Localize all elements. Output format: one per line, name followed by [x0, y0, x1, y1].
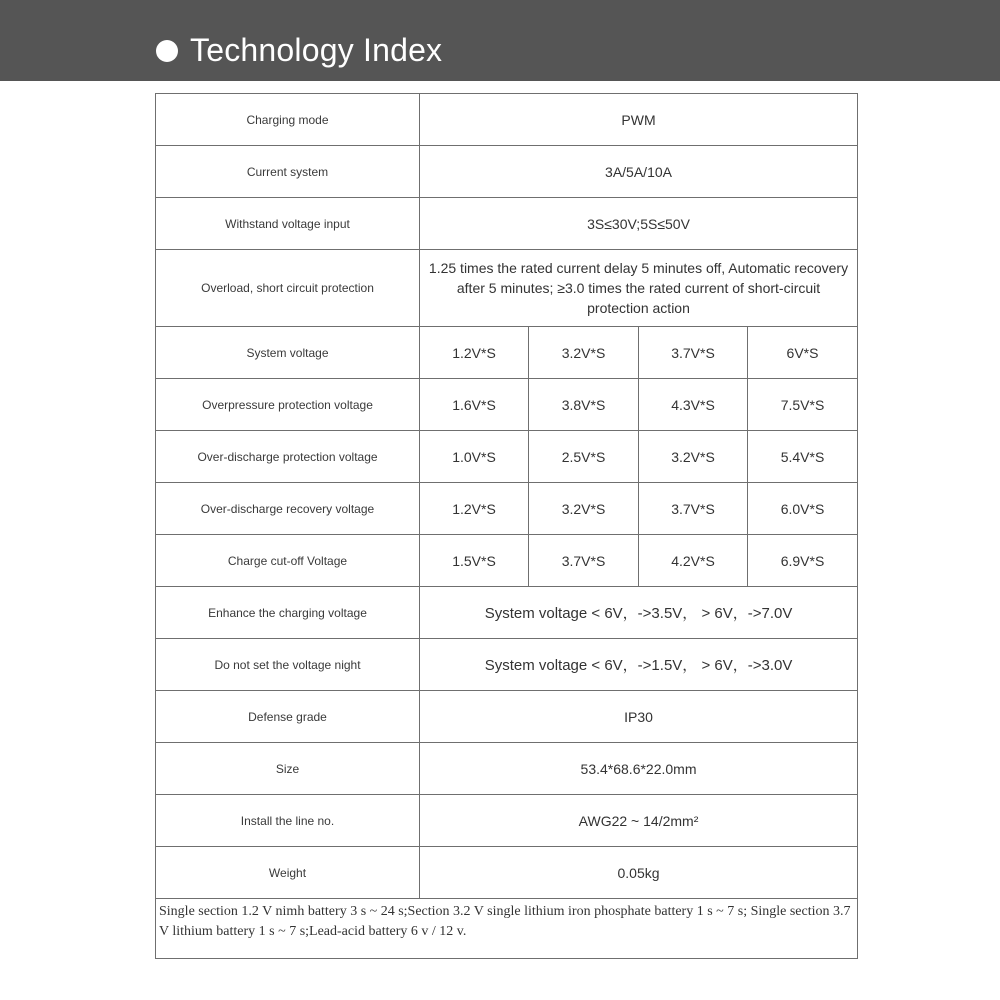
row-cell: 6.0V*S — [748, 483, 858, 535]
spec-table — [155, 93, 858, 959]
table-row — [156, 250, 858, 327]
table-row — [156, 639, 858, 691]
row-label: Overload, short circuit protection — [156, 250, 420, 327]
row-label: Over-discharge recovery voltage — [156, 483, 420, 535]
row-label: Weight — [156, 847, 420, 899]
row-cell: 3.2V*S — [639, 431, 748, 483]
row-cell: 4.2V*S — [639, 535, 748, 587]
row-value: 1.25 times the rated current delay 5 minutes off, Automatic recovery after 5 minutes; ≥3.0 times the rated current of short-circuit protection action — [420, 250, 858, 327]
bullet-icon — [156, 40, 178, 62]
table-row — [156, 847, 858, 899]
row-cell: 3.2V*S — [529, 327, 639, 379]
row-cell: 1.2V*S — [420, 483, 529, 535]
battery-note: Single section 1.2 V nimh battery 3 s ~ 24 s;Section 3.2 V single lithium iron phosphate battery 1 s ~ 7 s; Single section 3.7 V lithium battery 1 s ~ 7 s;Lead-acid battery 6 v / 12 v. — [156, 899, 858, 959]
row-label: Charging mode — [156, 94, 420, 146]
row-cell: 3.7V*S — [529, 535, 639, 587]
table-row — [156, 899, 858, 959]
table-row — [156, 743, 858, 795]
table-row — [156, 198, 858, 250]
row-label: Defense grade — [156, 691, 420, 743]
row-cell: 4.3V*S — [639, 379, 748, 431]
row-label: System voltage — [156, 327, 420, 379]
row-value: 3A/5A/10A — [420, 146, 858, 198]
row-value: 3S≤30V;5S≤50V — [420, 198, 858, 250]
table-row — [156, 795, 858, 847]
row-label: Over-discharge protection voltage — [156, 431, 420, 483]
table-row — [156, 146, 858, 198]
table-row — [156, 483, 858, 535]
table-row — [156, 379, 858, 431]
table-row — [156, 691, 858, 743]
table-row — [156, 535, 858, 587]
row-value: 0.05kg — [420, 847, 858, 899]
row-label: Withstand voltage input — [156, 198, 420, 250]
row-cell: 3.7V*S — [639, 483, 748, 535]
row-cell: 1.5V*S — [420, 535, 529, 587]
row-label: Install the line no. — [156, 795, 420, 847]
row-label: Size — [156, 743, 420, 795]
row-label: Overpressure protection voltage — [156, 379, 420, 431]
row-value: AWG22 ~ 14/2mm² — [420, 795, 858, 847]
row-value: IP30 — [420, 691, 858, 743]
row-value: PWM — [420, 94, 858, 146]
page-title: Technology Index — [190, 32, 443, 68]
row-cell: 6.9V*S — [748, 535, 858, 587]
row-value: System voltage < 6V，->3.5V， > 6V，->7.0V — [420, 587, 858, 639]
row-cell: 5.4V*S — [748, 431, 858, 483]
row-label: Do not set the voltage night — [156, 639, 420, 691]
row-cell: 1.6V*S — [420, 379, 529, 431]
row-cell: 1.0V*S — [420, 431, 529, 483]
table-row — [156, 94, 858, 146]
row-cell: 2.5V*S — [529, 431, 639, 483]
row-cell: 6V*S — [748, 327, 858, 379]
row-label: Current system — [156, 146, 420, 198]
row-cell: 1.2V*S — [420, 327, 529, 379]
header-bar — [0, 0, 1000, 81]
row-label: Charge cut-off Voltage — [156, 535, 420, 587]
row-cell: 3.8V*S — [529, 379, 639, 431]
row-cell: 7.5V*S — [748, 379, 858, 431]
table-row — [156, 327, 858, 379]
table-row — [156, 587, 858, 639]
row-value: System voltage < 6V，->1.5V， > 6V，->3.0V — [420, 639, 858, 691]
row-value: 53.4*68.6*22.0mm — [420, 743, 858, 795]
row-cell: 3.2V*S — [529, 483, 639, 535]
table-row — [156, 431, 858, 483]
row-cell: 3.7V*S — [639, 327, 748, 379]
row-label: Enhance the charging voltage — [156, 587, 420, 639]
